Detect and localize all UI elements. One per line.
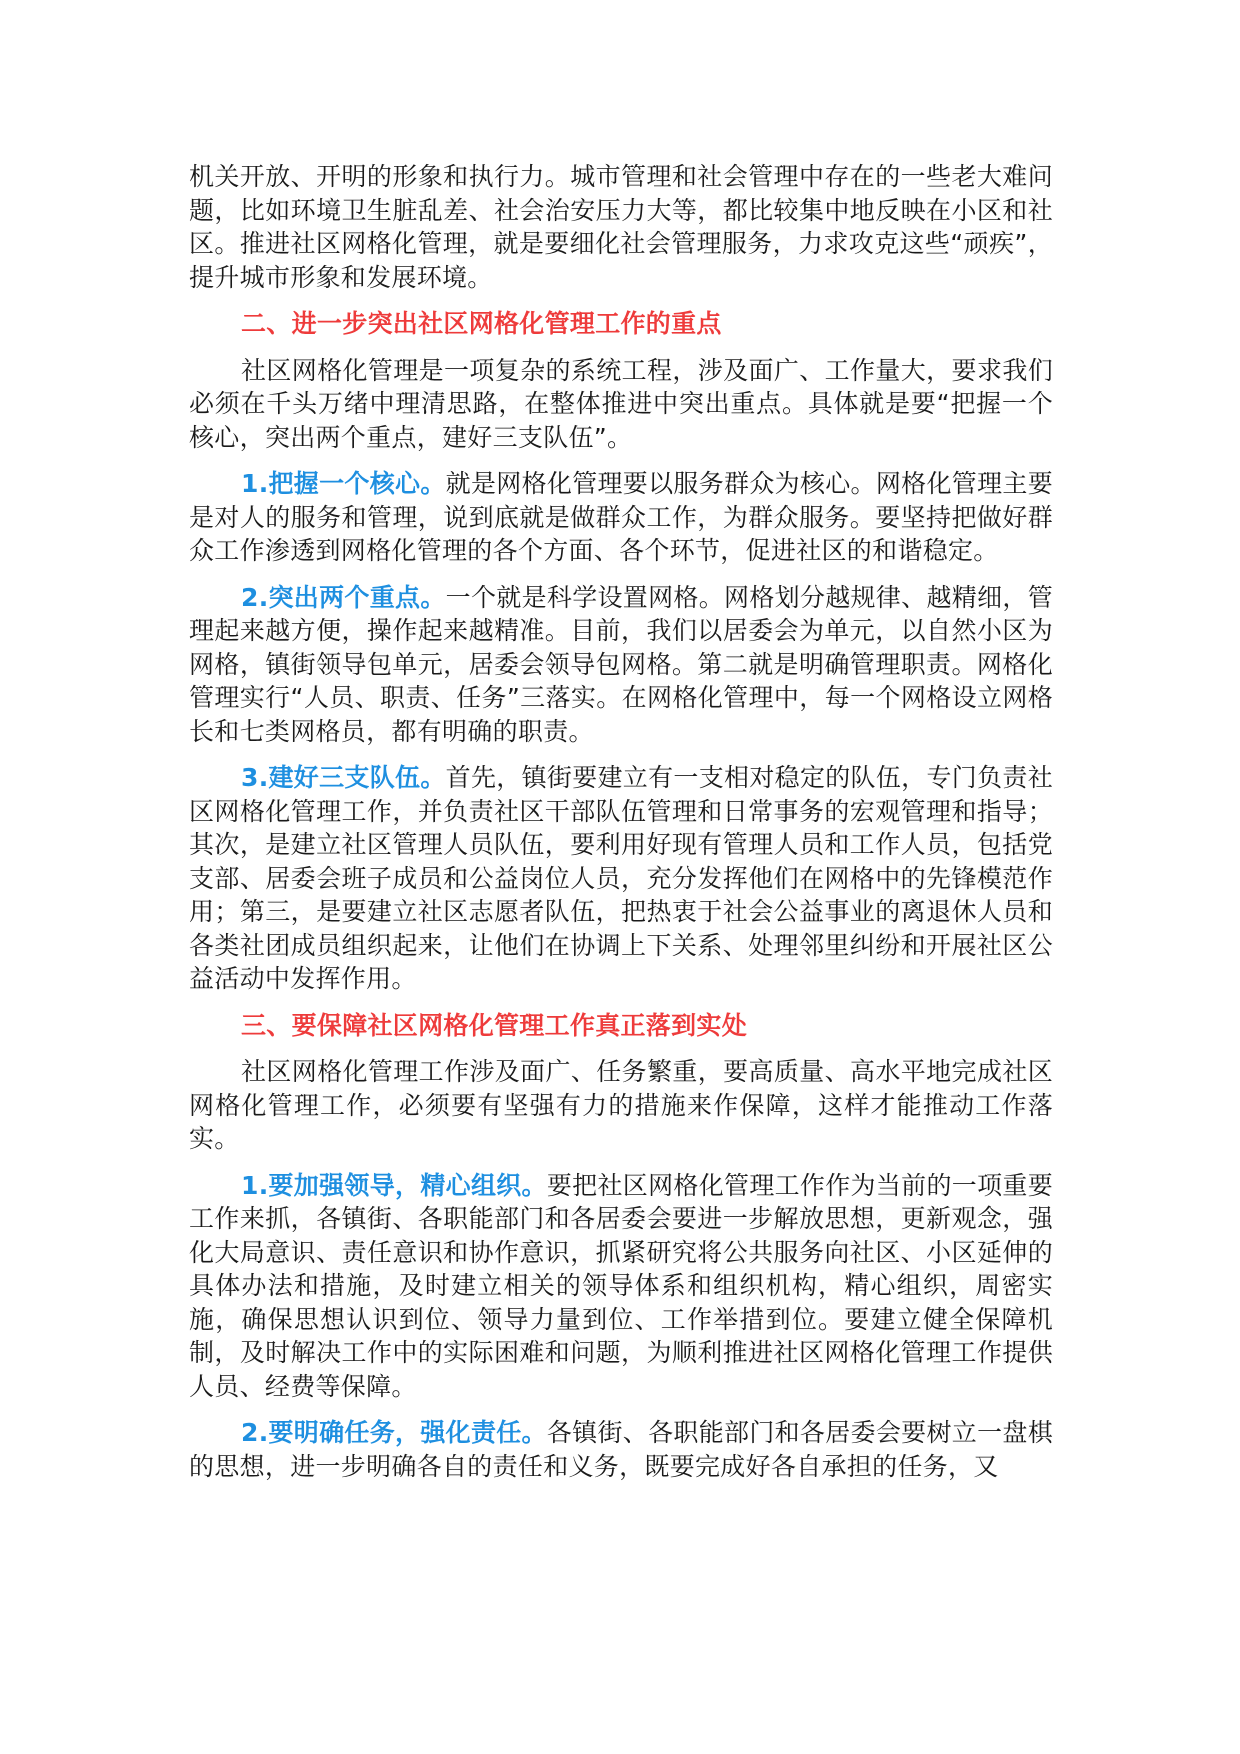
body-paragraph: 机关开放、开明的形象和执行力。城市管理和社会管理中存在的一些老大难问题，比如环境卫生脏乱差、社会治安压力大等，都比较集中地反映在小区和社区。推进社区网格化管理，就是要细化社会管理服务，力求攻克这些“顽疾”，提升城市形象和发展环境。 — [189, 162, 1053, 292]
paragraph-lead: 2.要明确任务，强化责任。 — [241, 1418, 547, 1447]
lead-paragraph — [189, 761, 1053, 996]
section-heading: 三、要保障社区网格化管理工作真正落到实处 — [241, 1010, 748, 1040]
document-page — [189, 160, 1053, 1483]
paragraph-text: 各镇街、各职能部门和各居委会要树立一盘棋的思想，进一步明确各自的责任和义务，既要完成好各自承担的任务，又 — [189, 1418, 1053, 1481]
section-heading: 二、进一步突出社区网格化管理工作的重点 — [241, 309, 722, 338]
body-paragraph: 社区网格化管理工作涉及面广、任务繁重，要高质量、高水平地完成社区网格化管理工作，必须要有坚强有力的措施来作保障，这样才能推动工作落实。 — [189, 1057, 1053, 1153]
lead-paragraph — [189, 1169, 1053, 1404]
paragraph-lead: 3.建好三支队伍。 — [241, 763, 446, 792]
paragraph-lead: 1.把握一个核心。 — [241, 469, 446, 498]
lead-paragraph — [189, 1416, 1053, 1483]
paragraph-lead: 1.要加强领导，精心组织。 — [241, 1170, 547, 1200]
body-paragraph: 社区网格化管理是一项复杂的系统工程，涉及面广、工作量大，要求我们必须在千头万绪中理清思路，在整体推进中突出重点。具体就是要“把握一个核心，突出两个重点，建好三支队伍”。 — [189, 355, 1053, 452]
lead-paragraph — [189, 581, 1053, 749]
paragraph-text: 就是网格化管理要以服务群众为核心。网格化管理主要是对人的服务和管理，说到底就是做群众工作，为群众服务。要坚持把做好群众工作渗透到网格化管理的各个方面、各个环节，促进社区的和谐稳定。 — [189, 469, 1054, 565]
paragraph-text: 一个就是科学设置网格。网格划分越规律、越精细，管理起来越方便，操作起来越精准。目前，我们以居委会为单元，以自然小区为网格，镇街领导包单元，居委会领导包网格。第二就是明确管理职责。网格化管理实行“人员、职责、任务”三落实。在网格化管理中，每一个网格设立网格长和七类网格员，都有明确的职责。 — [189, 582, 1054, 746]
paragraph-text: 要把社区网格化管理工作作为当前的一项重要工作来抓，各镇街、各职能部门和各居委会要进一步解放思想，更新观念，强化大局意识、责任意识和协作意识，抓紧研究将公共服务向社区、小区延伸的具体办法和措施，及时建立相关的领导体系和组织机构，精心组织，周密实施，确保思想认识到位、领导力量到位、工作举措到位。要建立健全保障机制，及时解决工作中的实际困难和问题，为顺利推进社区网格化管理工作提供人员、经费等保障。 — [189, 1170, 1053, 1401]
paragraph-text: 首先，镇街要建立有一支相对稳定的队伍，专门负责社区网格化管理工作，并负责社区干部队伍管理和日常事务的宏观管理和指导；其次，是建立社区管理人员队伍，要利用好现有管理人员和工作人员，包括党支部、居委会班子成员和公益岗位人员，充分发挥他们在网格中的先锋模范作用；第三，是要建立社区志愿者队伍，把热衷于社会公益事业的离退休人员和各类社团成员组织起来，让他们在协调上下关系、处理邻里纠纷和开展社区公益活动中发挥作用。 — [189, 763, 1054, 993]
lead-paragraph — [189, 467, 1053, 568]
paragraph-lead: 2.突出两个重点。 — [241, 582, 446, 612]
